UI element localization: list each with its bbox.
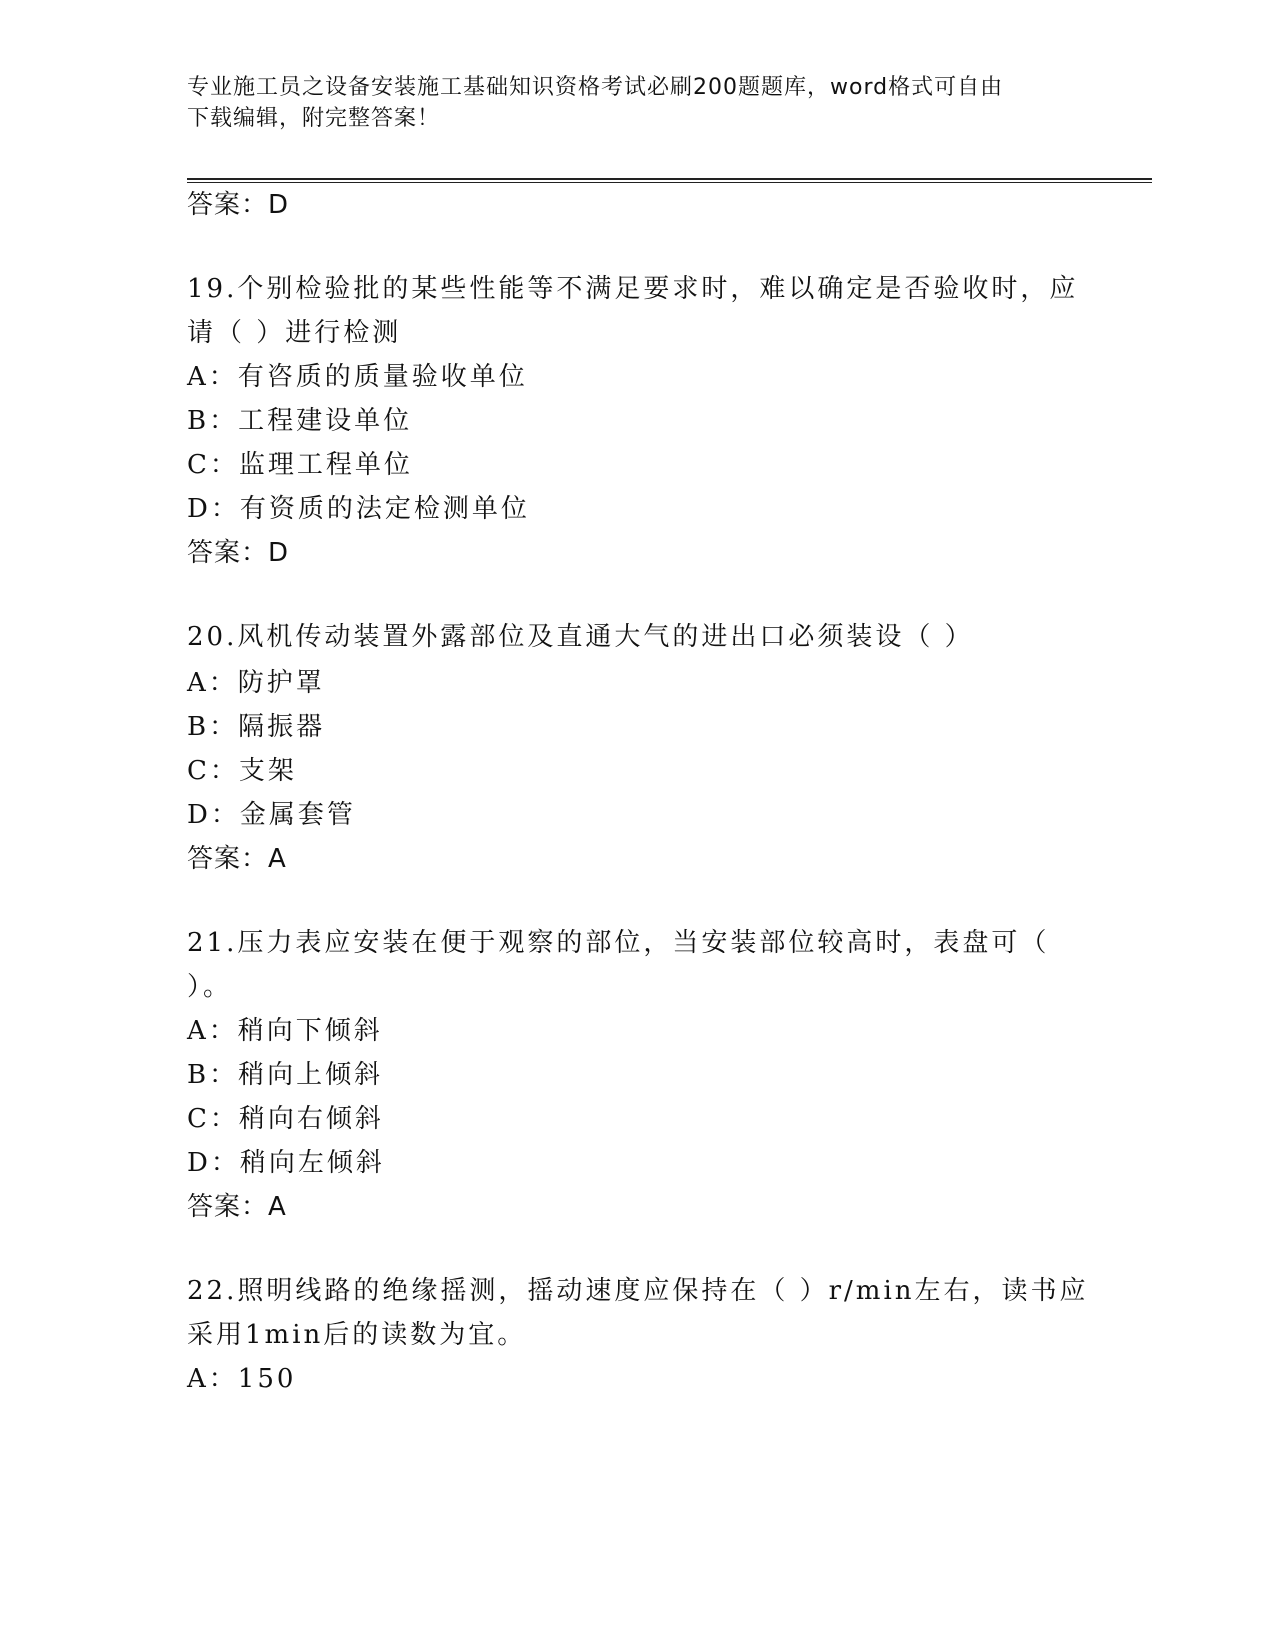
question-19-option-c: C：监理工程单位 — [187, 450, 413, 480]
question-21-option-a: A：稍向下倾斜 — [187, 1016, 383, 1046]
question-21-stem-line-2: ）。 — [187, 972, 233, 1002]
question-19-option-d: D：有资质的法定检测单位 — [187, 494, 530, 524]
question-20-answer: 答案：A — [187, 844, 287, 874]
question-19-stem-line-1: 19.个别检验批的某些性能等不满足要求时，难以确定是否验收时，应 — [187, 274, 1079, 304]
header-divider — [187, 178, 1152, 183]
answer-line: 答案：D — [187, 190, 290, 220]
question-21-option-b: B：稍向上倾斜 — [187, 1060, 384, 1090]
question-19-answer: 答案：D — [187, 538, 290, 568]
question-20-stem: 20.风机传动装置外露部位及直通大气的进出口必须装设（ ） — [187, 622, 974, 652]
question-19-option-a: A：有咨质的质量验收单位 — [187, 362, 528, 392]
header-line-2: 下载编辑，附完整答案！ — [187, 106, 441, 131]
question-21-option-d: D：稍向左倾斜 — [187, 1148, 385, 1178]
question-20-option-c: C：支架 — [187, 756, 297, 786]
question-22-option-a: A：150 — [187, 1364, 297, 1394]
question-19-option-b: B：工程建设单位 — [187, 406, 413, 436]
question-21-stem-line-1: 21.压力表应安装在便于观察的部位，当安装部位较高时，表盘可（ — [187, 928, 1050, 958]
question-20-option-a: A：防护罩 — [187, 668, 325, 698]
question-22-stem-line-2: 采用1min后的读数为宜。 — [187, 1320, 527, 1350]
question-22-stem-line-1: 22.照明线路的绝缘摇测，摇动速度应保持在（ ）r/min左右，读书应 — [187, 1276, 1089, 1306]
header-line-1: 专业施工员之设备安装施工基础知识资格考试必刷200题题库，word格式可自由 — [187, 75, 1004, 100]
question-21-option-c: C：稍向右倾斜 — [187, 1104, 384, 1134]
question-20-option-d: D：金属套管 — [187, 800, 356, 830]
question-19-stem-line-2: 请（ ）进行检测 — [187, 318, 402, 348]
question-21-answer: 答案：A — [187, 1192, 287, 1222]
document-header — [187, 72, 1087, 134]
question-20-option-b: B：隔振器 — [187, 712, 326, 742]
